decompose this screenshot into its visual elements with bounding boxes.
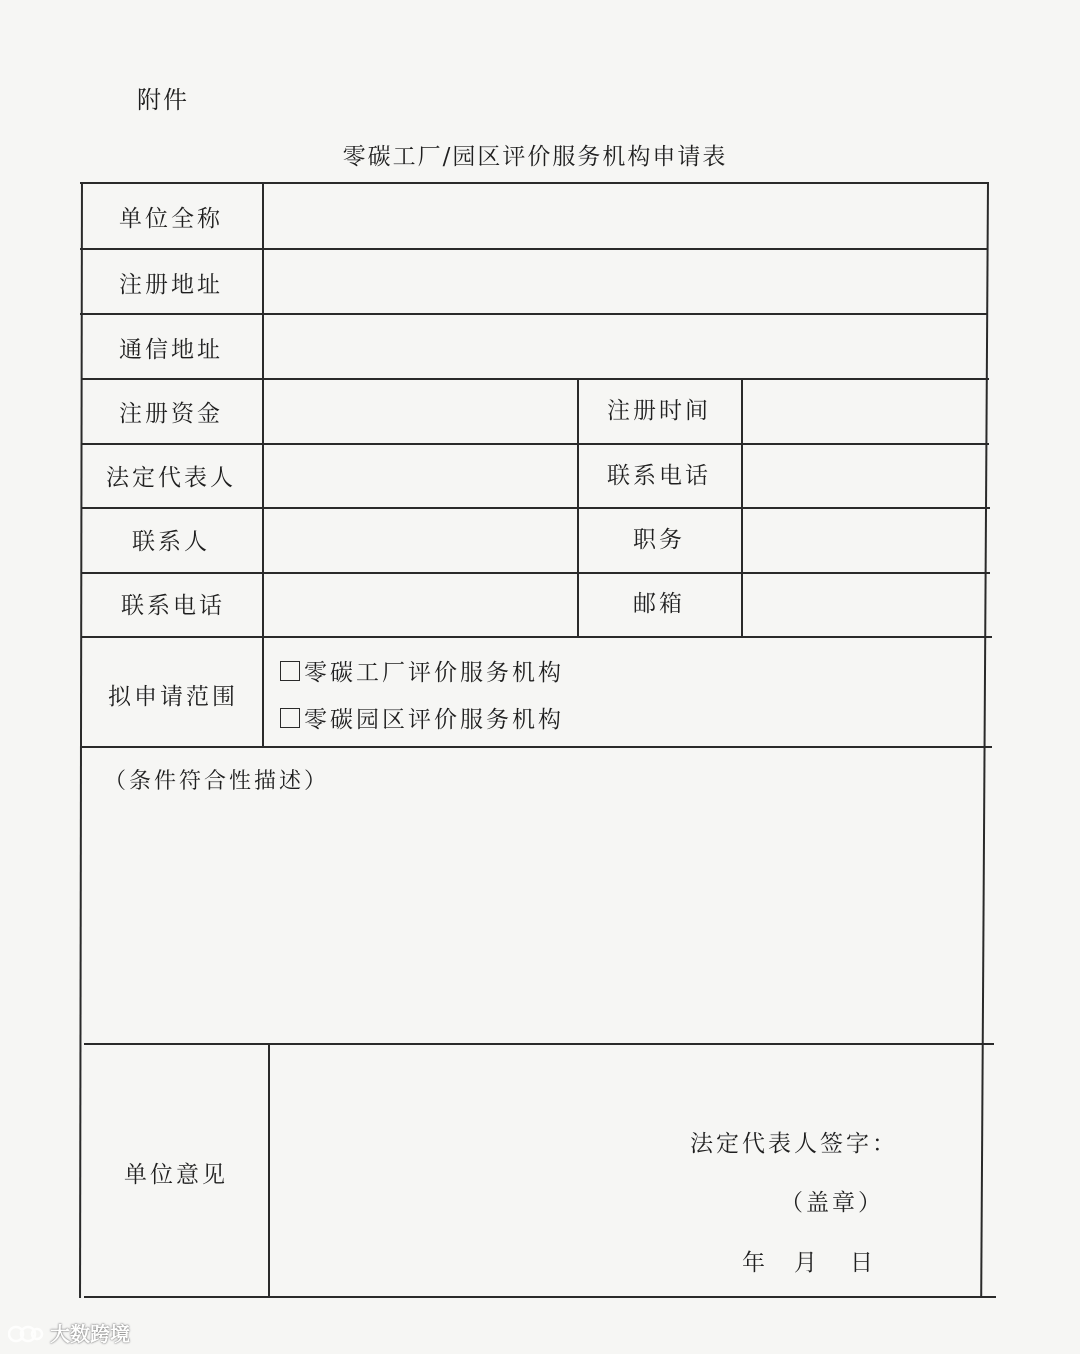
condition-description-label: （条件符合性描述） (104, 769, 330, 794)
email-field[interactable] (743, 574, 987, 636)
checkbox-icon[interactable] (280, 661, 300, 681)
label-contact-phone: 联系电话 (607, 463, 711, 489)
mailing-address-field[interactable] (264, 315, 986, 378)
label-legal-representative: 法定代表人 (106, 465, 236, 491)
contact-person-field[interactable] (264, 509, 576, 572)
option-zero-carbon-park[interactable] (280, 701, 564, 734)
label-application-scope: 拟申请范围 (108, 684, 238, 710)
option-zero-carbon-factory[interactable] (280, 654, 564, 687)
label-contact-person: 联系人 (132, 529, 210, 555)
date-year: 年 (742, 1250, 768, 1276)
registered-address-field[interactable] (264, 250, 986, 313)
position-field[interactable] (743, 509, 987, 572)
watermark (8, 1318, 130, 1347)
form-title: 零碳工厂/园区评价服务机构申请表 (342, 144, 728, 170)
date-day: 日 (850, 1250, 876, 1276)
attachment-label: 附件 (137, 86, 189, 114)
table-border-bottom (84, 1296, 996, 1298)
label-mailing-address: 通信地址 (119, 337, 223, 363)
label-unit-opinion: 单位意见 (124, 1162, 228, 1188)
label-registered-address: 注册地址 (119, 272, 223, 298)
contact-phone-2-field[interactable] (264, 574, 576, 636)
seal-label: （盖章） (780, 1190, 884, 1216)
row-divider (82, 636, 992, 638)
legal-representative-field[interactable] (264, 445, 576, 507)
watermark-text: 大数跨境 (50, 1322, 130, 1346)
label-email: 邮箱 (633, 591, 685, 617)
unit-name-field[interactable] (264, 184, 986, 248)
legal-representative-signature: 法定代表人签字： (690, 1131, 898, 1157)
option-factory-label: 零碳工厂评价服务机构 (304, 660, 564, 686)
unit-opinion-area[interactable] (270, 1045, 990, 1295)
registered-capital-field[interactable] (264, 380, 576, 443)
checkbox-icon[interactable] (280, 708, 300, 728)
label-unit-name: 单位全称 (119, 206, 223, 232)
condition-description-area[interactable] (84, 748, 988, 1042)
date-month: 月 (794, 1250, 820, 1276)
contact-phone-field[interactable] (743, 445, 987, 507)
label-contact-phone-2: 联系电话 (121, 593, 225, 619)
option-park-label: 零碳园区评价服务机构 (304, 707, 564, 733)
label-registered-capital: 注册资金 (119, 401, 223, 427)
watermark-logo-icon (8, 1322, 44, 1344)
label-registration-time: 注册时间 (607, 398, 711, 424)
label-position: 职务 (633, 527, 685, 553)
registration-time-field[interactable] (743, 380, 987, 443)
